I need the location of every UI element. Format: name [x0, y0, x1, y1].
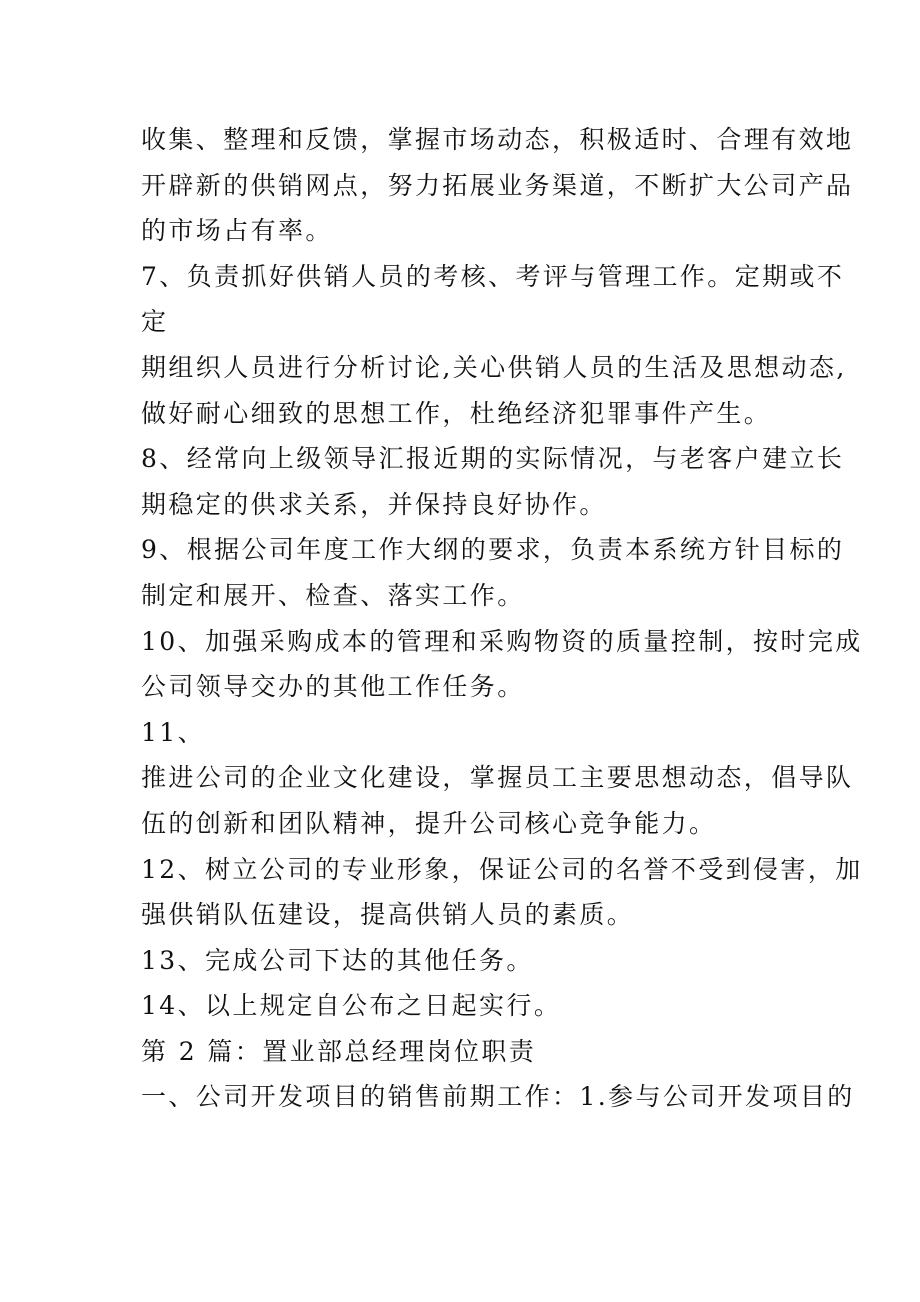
text-line: 定: [141, 307, 169, 337]
text-line: 13、完成公司下达的其他任务。: [141, 945, 534, 975]
text-line: 制定和展开、检查、落实工作。: [141, 580, 525, 610]
document-body: [141, 117, 863, 1120]
text-line: 强供销队伍建设，提高供销人员的素质。: [141, 900, 635, 930]
text-line: 公司领导交办的其他工作任务。: [141, 672, 525, 702]
text-line: 的市场占有率。: [141, 216, 333, 246]
text-line: 9、根据公司年度工作大纲的要求，负责本系统方针目标的: [141, 535, 845, 565]
text-line: 期组织人员进行分析讨论,关心供销人员的生活及思想动态,: [141, 352, 847, 382]
text-line: 一、公司开发项目的销售前期工作：1.参与公司开发项目的: [141, 1082, 855, 1112]
text-line: 推进公司的企业文化建设，掌握员工主要思想动态，倡导队: [141, 763, 854, 793]
text-line: 11、: [141, 717, 206, 747]
section-heading: 第 2 篇：置业部总经理岗位职责: [141, 1036, 537, 1066]
text-line: 伍的创新和团队精神，提升公司核心竞争能力。: [141, 808, 717, 838]
text-line: 12、树立公司的专业形象，保证公司的名誉不受到侵害，加: [141, 854, 863, 884]
text-line: 14、以上规定自公布之日起实行。: [141, 991, 562, 1021]
text-line: 期稳定的供求关系，并保持良好协作。: [141, 489, 607, 519]
text-line: 10、加强采购成本的管理和采购物资的质量控制，按时完成: [141, 626, 863, 656]
text-line: 7、负责抓好供销人员的考核、考评与管理工作。定期或不: [141, 261, 845, 291]
text-line: 开辟新的供销网点，努力拓展业务渠道，不断扩大公司产品: [141, 170, 854, 200]
text-line: 8、经常向上级领导汇报近期的实际情况，与老客户建立长: [141, 444, 845, 474]
text-line: 收集、整理和反馈，掌握市场动态，积极适时、合理有效地: [141, 125, 854, 154]
text-line: 做好耐心细致的思想工作，杜绝经济犯罪事件产生。: [141, 398, 772, 428]
